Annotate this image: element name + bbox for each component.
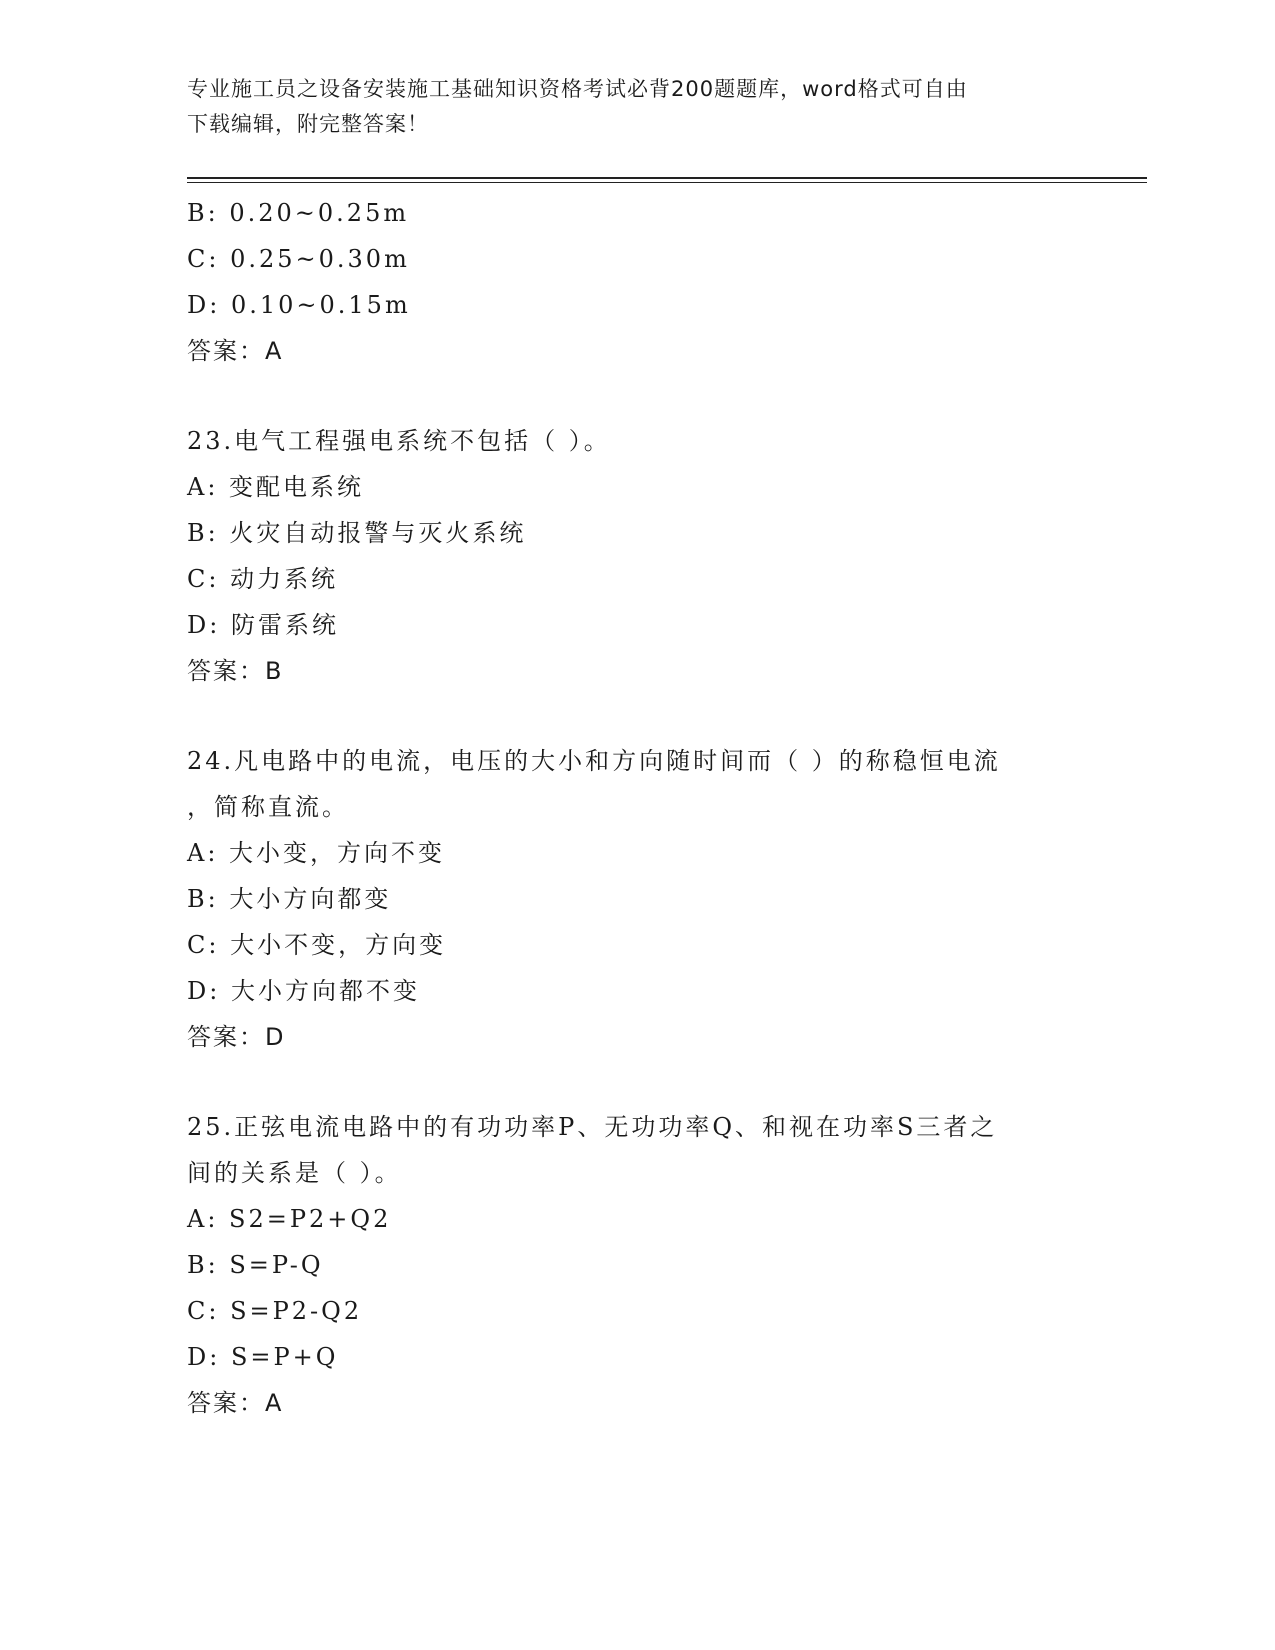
question-list [187,190,1067,1426]
question-stem: 23.电气工程强电系统不包括（ ）。 [187,427,611,455]
option-c: C: 0.25~0.30m [187,245,410,273]
option-b: B: 火灾自动报警与灭火系统 [187,519,527,547]
option-b: B: 0.20~0.25m [187,199,410,227]
question-stem-continued: 间的关系是（ ）。 [187,1159,402,1187]
option-a: A: S2=P2+Q2 [187,1205,392,1233]
option-c: C: S=P2-Q2 [187,1297,363,1325]
option-d: D: S=P+Q [187,1343,339,1371]
option-b: B: 大小方向都变 [187,885,392,913]
answer-line: 答案：B [187,657,284,685]
answer-line: 答案：A [187,1389,284,1417]
answer-line: 答案：A [187,337,284,365]
header-divider-thin [187,182,1147,183]
question-block-25 [187,1104,1067,1426]
option-d: D: 0.10~0.15m [187,291,411,319]
question-stem: 25.正弦电流电路中的有功功率P、无功功率Q、和视在功率S三者之 [187,1113,998,1141]
option-b: B: S=P-Q [187,1251,324,1279]
option-d: D: 防雷系统 [187,611,339,639]
question-block-23 [187,418,1067,694]
document-header [187,72,1067,142]
header-title-line-2: 下载编辑，附完整答案！ [187,112,429,136]
header-title-line-1: 专业施工员之设备安装施工基础知识资格考试必背200题题库，word格式可自由 [187,77,968,101]
option-a: A: 大小变，方向不变 [187,839,446,867]
question-stem: 24.凡电路中的电流，电压的大小和方向随时间而（ ）的称稳恒电流 [187,747,1001,775]
option-c: C: 动力系统 [187,565,339,593]
header-divider-thick [187,177,1147,179]
option-a: A: 变配电系统 [187,473,365,501]
question-block-22 [187,190,1067,374]
spacer [187,1060,1067,1104]
question-block-24 [187,738,1067,1060]
spacer [187,374,1067,418]
option-c: C: 大小不变，方向变 [187,931,447,959]
spacer [187,694,1067,738]
question-stem-continued: ，简称直流。 [187,793,349,821]
option-d: D: 大小方向都不变 [187,977,420,1005]
answer-line: 答案：D [187,1023,286,1051]
